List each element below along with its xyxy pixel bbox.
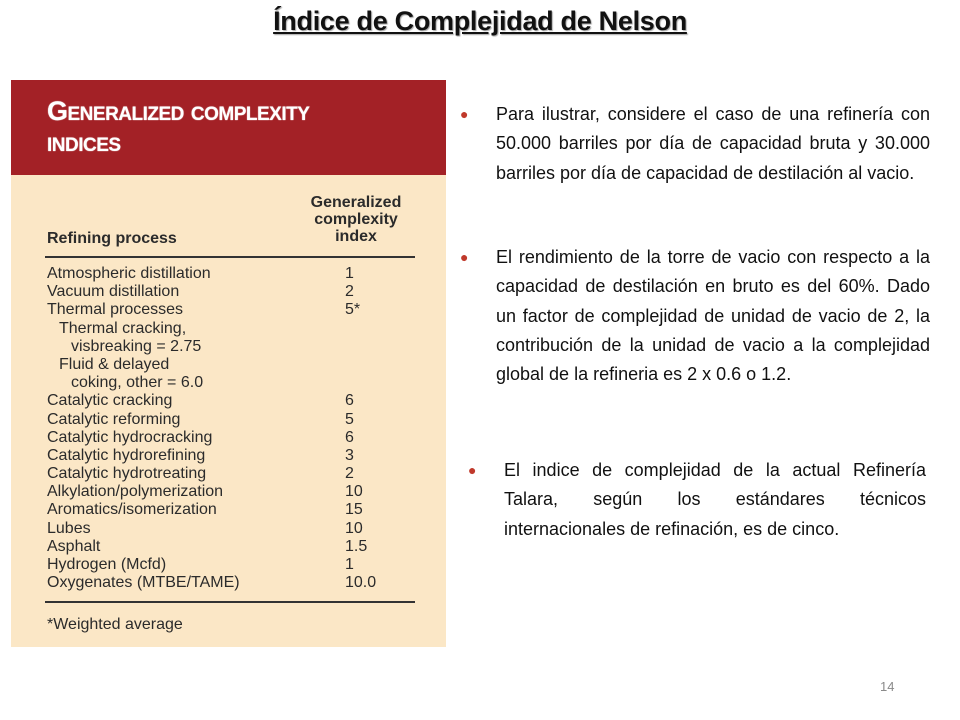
figure-header [11,80,446,175]
row-process: visbreaking = 2.75 [71,337,202,355]
row-index-value: 6 [345,392,354,410]
table-row [47,320,417,338]
row-index-value: 6 [345,428,354,446]
figure-title-line1: Generalized complexity [47,96,310,126]
bullet-item [468,456,926,544]
bullet-text: El indice de complejidad de la actual Refinería Talara, según los estándares técnicos internacionales de refinación, es de cinco. [504,460,926,539]
column-header-process: Refining process [47,230,177,247]
row-process: Catalytic cracking [47,392,173,410]
table-row [47,265,417,283]
table-row [47,538,417,556]
row-process: Thermal processes [47,301,184,319]
table-row [47,447,417,465]
row-process: Atmospheric distillation [47,265,211,282]
table-row [47,520,417,538]
bullet-text: El rendimiento de la torre de vacio con respecto a la capacidad de destilación en bruto es del 60%. Dado un factor de complejidad de unidad de vacio de 2, la contribución de la unidad de vacio a la complejidad global de la refineria es 2 x 0.6 o 1.2. [496,247,930,385]
bullet-text: Para ilustrar, considere el caso de una refinería con 50.000 barriles por día de capacidad bruta y 30.000 barriles por día de capacidad de destilación al vacio. [496,104,930,183]
bullet-item [460,243,930,389]
row-process: Fluid & delayed [59,355,170,373]
table-row [47,356,417,374]
table-rule-top [45,256,415,258]
bullet-dot-icon: ● [460,249,469,265]
row-process: Oxygenates (MTBE/TAME) [47,574,240,592]
row-index-value: 1 [345,265,354,282]
row-process: Vacuum distillation [47,283,180,301]
figure-title-line2: indices [47,127,121,157]
row-index-value: 10 [345,519,363,537]
table-rule-bottom [45,601,415,603]
table-row [47,338,417,356]
table-row [47,301,417,319]
row-index-value: 10 [345,483,363,501]
row-index-value: 5 [345,410,354,428]
row-process: Asphalt [47,537,101,555]
table-row [47,283,417,301]
complexity-table-figure [11,80,446,647]
row-index-value: 15 [345,501,363,519]
bullet-dot-icon: ● [468,462,477,478]
row-process: coking, other = 6.0 [71,374,204,392]
row-process: Hydrogen (Mcfd) [47,556,167,573]
row-process: Lubes [47,519,91,537]
table-body [47,265,417,592]
row-index-value: 2 [345,465,354,483]
bullet-item [460,100,930,188]
column-header-index-line3: index [335,228,377,245]
slide-title: Índice de Complejidad de Nelson [273,6,687,36]
row-index-value: 3 [345,446,354,464]
bullet-dot-icon: ● [460,106,469,122]
column-header-index-line1: Generalized [310,194,402,211]
row-index-value: 1.5 [345,537,368,555]
table-row [47,556,417,574]
table-row [47,429,417,447]
table-row [47,574,417,592]
row-process: Catalytic hydrotreating [47,465,207,483]
table-row [47,501,417,519]
table-row [47,483,417,501]
row-process: Alkylation/polymerization [47,483,224,501]
figure-title [47,96,427,158]
table-footnote: *Weighted average [47,616,183,633]
column-header-index [296,194,416,245]
row-index-value: 5* [345,301,361,319]
row-index-value: 2 [345,283,354,301]
row-process: Aromatics/isomerization [47,501,217,519]
row-process: Catalytic hydrocracking [47,428,213,446]
column-header-index-line2: complexity [314,211,398,228]
row-index-value: 10.0 [345,574,377,592]
row-process: Catalytic hydrorefining [47,446,206,464]
table-row [47,465,417,483]
row-index-value: 1 [345,556,354,573]
row-process: Thermal cracking, [59,319,187,337]
table-row [47,411,417,429]
table-row [47,374,417,392]
page-number: 14 [880,679,895,694]
row-process: Catalytic reforming [47,410,181,428]
table-row [47,392,417,410]
